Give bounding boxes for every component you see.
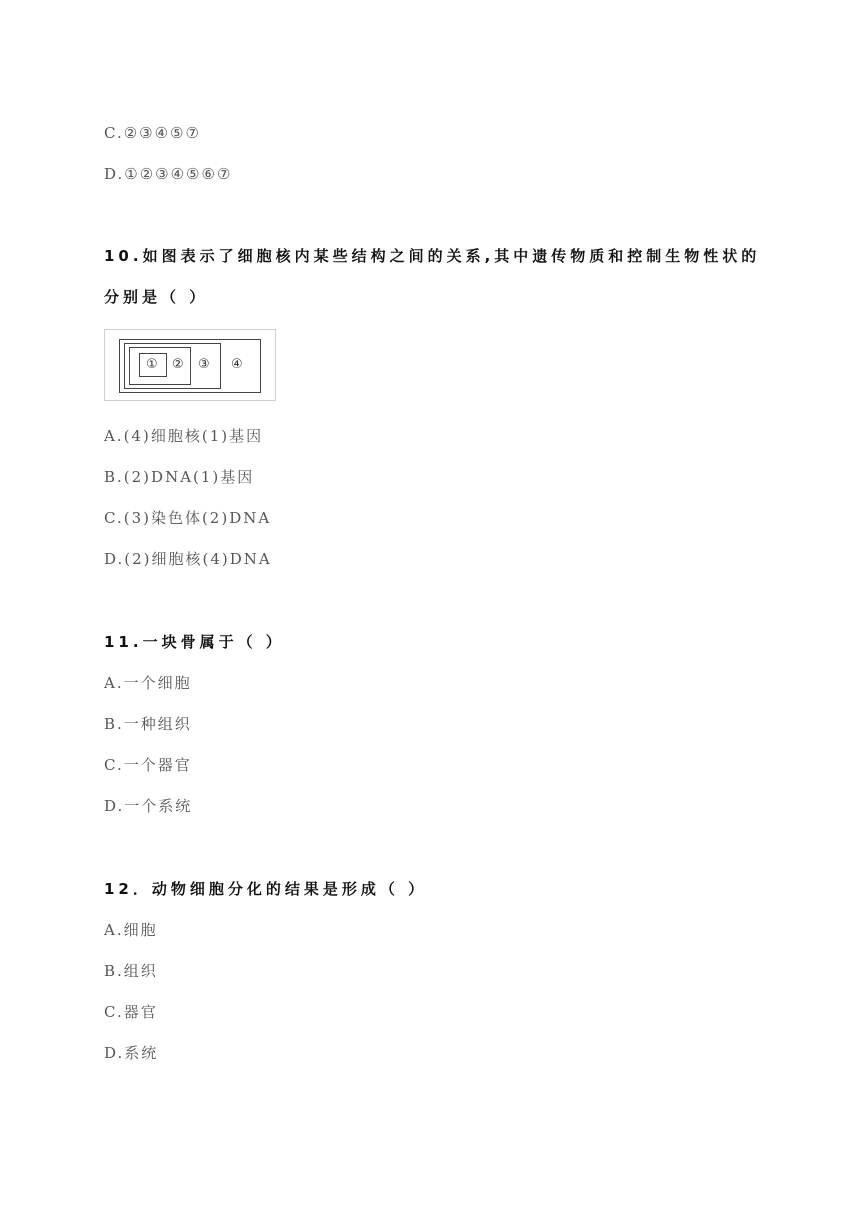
q11-option-d: D.一个系统: [104, 797, 193, 815]
q12-option-d: D.系统: [104, 1044, 159, 1062]
q10-option-b: B.(2)DNA(1)基因: [104, 468, 255, 486]
q11-option-b: B.一种组织: [104, 715, 192, 733]
q11-option-a: A.一个细胞: [104, 674, 192, 692]
q11-stem: 11.一块骨属于（ ）: [104, 633, 285, 651]
q9-option-c: C.②③④⑤⑦: [104, 124, 201, 142]
q10-option-c: C.(3)染色体(2)DNA: [104, 509, 272, 527]
q10-stem-line1: 10.如图表示了细胞核内某些结构之间的关系,其中遗传物质和控制生物性状的: [104, 247, 761, 265]
label-4: ④: [231, 357, 243, 372]
q11-option-c: C.一个器官: [104, 756, 192, 774]
q10-stem-line2: 分别是（ ）: [104, 288, 209, 306]
label-2: ②: [172, 357, 184, 372]
q10-option-a: A.(4)细胞核(1)基因: [104, 427, 264, 445]
q12-option-a: A.细胞: [104, 921, 158, 939]
q12-stem: 12．动物细胞分化的结果是形成（ ）: [104, 880, 428, 898]
label-1: ①: [146, 357, 158, 372]
q9-option-d: D.①②③④⑤⑥⑦: [104, 165, 233, 183]
q12-option-b: B.组织: [104, 962, 158, 980]
nucleus-structure-diagram: [104, 329, 276, 401]
q10-option-d: D.(2)细胞核(4)DNA: [104, 550, 272, 568]
q12-option-c: C.器官: [104, 1003, 158, 1021]
label-3: ③: [198, 357, 210, 372]
